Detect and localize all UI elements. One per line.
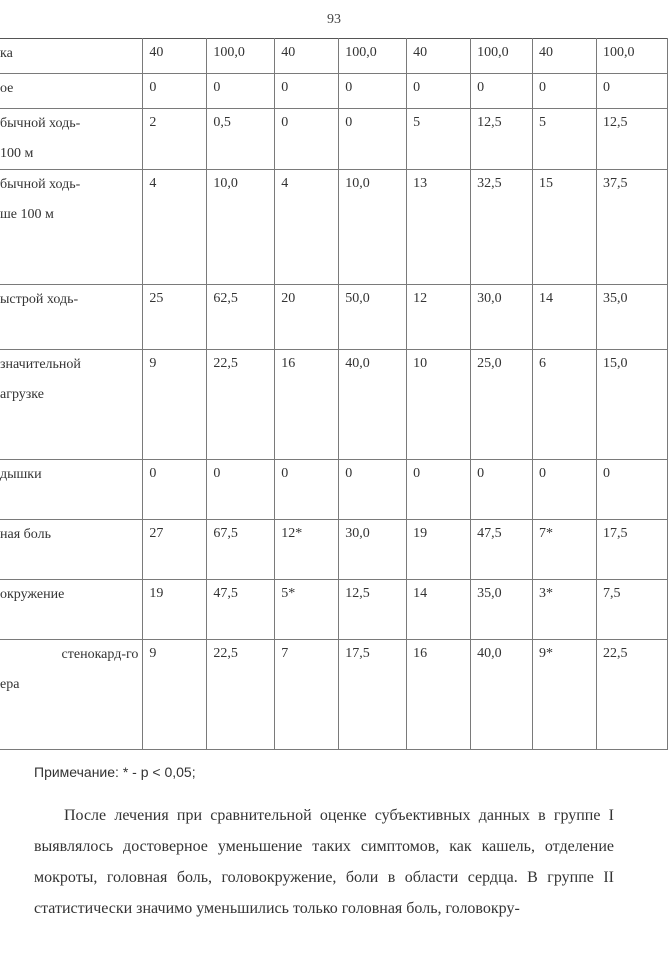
symptoms-table xyxy=(0,38,668,750)
table-cell: 14 xyxy=(407,580,471,640)
table-cell: 4 xyxy=(275,170,339,285)
table-row xyxy=(0,39,668,74)
row-label-line: 100 м xyxy=(0,146,34,161)
table-cell: 3* xyxy=(533,580,597,640)
table-cell: 40,0 xyxy=(339,350,407,460)
row-label-line: значительной xyxy=(0,357,81,372)
table-cell: 6 xyxy=(533,350,597,460)
table-cell: 12,5 xyxy=(471,109,533,170)
row-label-line: стенокард-го xyxy=(61,647,139,662)
table-row xyxy=(0,74,668,109)
table-cell: 30,0 xyxy=(471,285,533,350)
table-cell: 4 xyxy=(143,170,207,285)
table-cell: 9 xyxy=(143,640,207,750)
table-cell: 0 xyxy=(471,460,533,520)
table-cell: 47,5 xyxy=(207,580,275,640)
table-cell: 67,5 xyxy=(207,520,275,580)
row-label xyxy=(0,460,143,520)
table-cell: 27 xyxy=(143,520,207,580)
table-cell: 9 xyxy=(143,350,207,460)
table-cell: 0 xyxy=(207,74,275,109)
row-label-line: окружение xyxy=(0,587,65,602)
row-label-line: дышки xyxy=(0,467,42,482)
table-cell: 10,0 xyxy=(207,170,275,285)
table-cell: 0 xyxy=(339,109,407,170)
table-cell: 5 xyxy=(407,109,471,170)
table-cell: 19 xyxy=(407,520,471,580)
table-cell: 5 xyxy=(533,109,597,170)
table-row xyxy=(0,580,668,640)
table-cell: 0 xyxy=(275,74,339,109)
table-cell: 0 xyxy=(471,74,533,109)
table-cell: 25 xyxy=(143,285,207,350)
table-cell: 12* xyxy=(275,520,339,580)
table-cell: 16 xyxy=(275,350,339,460)
body-paragraph xyxy=(34,800,614,924)
table-cell: 9* xyxy=(533,640,597,750)
row-label-line: ое xyxy=(0,81,14,96)
table-cell: 32,5 xyxy=(471,170,533,285)
table-cell: 100,0 xyxy=(471,39,533,74)
table-cell: 40,0 xyxy=(471,640,533,750)
table-cell: 22,5 xyxy=(207,640,275,750)
table-cell: 50,0 xyxy=(339,285,407,350)
row-label-line: ная боль xyxy=(0,527,51,542)
table-cell: 17,5 xyxy=(339,640,407,750)
table-cell: 12,5 xyxy=(596,109,667,170)
table-cell: 10 xyxy=(407,350,471,460)
row-label-line: бычной ходь- xyxy=(0,116,81,131)
table-cell: 40 xyxy=(533,39,597,74)
table-row xyxy=(0,350,668,460)
row-label-line: ыстрой ходь- xyxy=(0,292,79,307)
table-cell: 0 xyxy=(207,460,275,520)
table-cell: 7 xyxy=(275,640,339,750)
table-cell: 0,5 xyxy=(207,109,275,170)
table-cell: 12,5 xyxy=(339,580,407,640)
table-cell: 30,0 xyxy=(339,520,407,580)
table-cell: 16 xyxy=(407,640,471,750)
table-cell: 100,0 xyxy=(207,39,275,74)
table-row xyxy=(0,460,668,520)
row-label xyxy=(0,580,143,640)
table-cell: 2 xyxy=(143,109,207,170)
table-cell: 7* xyxy=(533,520,597,580)
table-cell: 0 xyxy=(275,109,339,170)
row-label xyxy=(0,109,143,170)
table-cell: 0 xyxy=(407,74,471,109)
table-note: Примечание: * - р < 0,05; xyxy=(34,764,196,780)
row-label xyxy=(0,350,143,460)
table-row xyxy=(0,285,668,350)
table-row xyxy=(0,520,668,580)
table-cell: 0 xyxy=(533,460,597,520)
table-cell: 20 xyxy=(275,285,339,350)
table-cell: 0 xyxy=(275,460,339,520)
table-cell: 14 xyxy=(533,285,597,350)
table-row xyxy=(0,640,668,750)
row-label xyxy=(0,285,143,350)
table-cell: 40 xyxy=(407,39,471,74)
table-cell: 0 xyxy=(339,460,407,520)
table-cell: 0 xyxy=(596,460,667,520)
table-cell: 17,5 xyxy=(596,520,667,580)
table-cell: 35,0 xyxy=(596,285,667,350)
table-cell: 10,0 xyxy=(339,170,407,285)
row-label xyxy=(0,520,143,580)
table-cell: 100,0 xyxy=(596,39,667,74)
table-cell: 0 xyxy=(596,74,667,109)
row-label-line: ка xyxy=(0,46,13,61)
table-cell: 22,5 xyxy=(596,640,667,750)
table-row xyxy=(0,170,668,285)
table-cell: 0 xyxy=(339,74,407,109)
table-cell: 19 xyxy=(143,580,207,640)
table-cell: 22,5 xyxy=(207,350,275,460)
table-cell: 0 xyxy=(143,460,207,520)
table-cell: 62,5 xyxy=(207,285,275,350)
table-cell: 25,0 xyxy=(471,350,533,460)
table-cell: 15 xyxy=(533,170,597,285)
row-label-line: бычной ходь- xyxy=(0,177,81,192)
row-label-line: агрузке xyxy=(0,387,44,402)
table-cell: 0 xyxy=(533,74,597,109)
table-cell: 37,5 xyxy=(596,170,667,285)
row-label xyxy=(0,640,143,750)
row-label-line: ше 100 м xyxy=(0,207,54,222)
table-cell: 13 xyxy=(407,170,471,285)
row-label xyxy=(0,39,143,74)
table-cell: 100,0 xyxy=(339,39,407,74)
row-label xyxy=(0,170,143,285)
row-label-line: ера xyxy=(0,677,20,692)
table-cell: 7,5 xyxy=(596,580,667,640)
page-number: 93 xyxy=(327,12,341,27)
table-cell: 0 xyxy=(143,74,207,109)
table-cell: 5* xyxy=(275,580,339,640)
table-cell: 12 xyxy=(407,285,471,350)
table-cell: 40 xyxy=(275,39,339,74)
paragraph-text: После лечения при сравнительной оценке субъективных данных в группе I выявлялось достоверное уменьшение таких симптомов, как кашель, отделение мокроты, головная боль, головокружение, боли в области сердца. В группе II статистически значимо уменьшились только головная боль, головокру- xyxy=(34,807,614,917)
table-cell: 0 xyxy=(407,460,471,520)
table-row xyxy=(0,109,668,170)
row-label xyxy=(0,74,143,109)
table-cell: 47,5 xyxy=(471,520,533,580)
table-cell: 40 xyxy=(143,39,207,74)
table-cell: 35,0 xyxy=(471,580,533,640)
table-cell: 15,0 xyxy=(596,350,667,460)
